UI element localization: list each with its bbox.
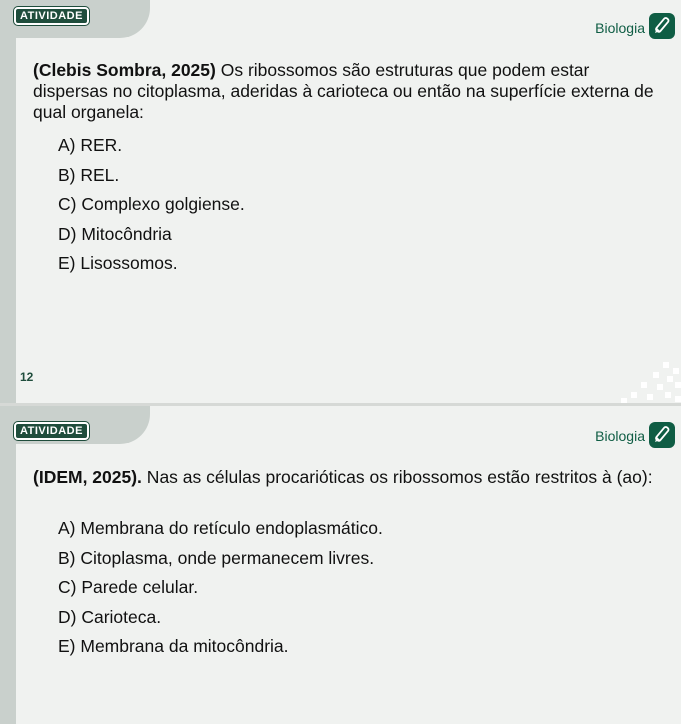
- option-e[interactable]: E) Lisossomos.: [58, 253, 178, 273]
- options-list: [58, 517, 383, 665]
- page-number: 12: [20, 370, 34, 384]
- option-c[interactable]: C) Parede celular.: [58, 577, 199, 597]
- activity-slide-2: [0, 406, 681, 724]
- pixel-decoration: [591, 360, 681, 404]
- header-tab: [0, 406, 150, 444]
- pencil-icon: [649, 13, 675, 39]
- left-accent-bar: [0, 406, 16, 724]
- subject-label: Biologia: [595, 20, 645, 36]
- subject-label: Biologia: [595, 428, 645, 444]
- options-list: [58, 134, 245, 282]
- question-body: Nas as células procarióticas os ribossomos estão restritos à (ao):: [141, 467, 653, 487]
- header-tab: [0, 0, 150, 38]
- left-accent-bar: [0, 0, 16, 404]
- option-e[interactable]: E) Membrana da mitocôndria.: [58, 636, 289, 656]
- question-body: Os ribossomos são estruturas que podem estar dispersas no citoplasma, aderidas à carioteca ou então na superfície externa de qual organela:: [33, 60, 654, 122]
- option-d[interactable]: D) Mitocôndria: [58, 223, 172, 244]
- pencil-icon: [649, 422, 675, 448]
- option-d[interactable]: D) Carioteca.: [58, 606, 162, 627]
- option-b[interactable]: B) Citoplasma, onde permanecem livres.: [58, 547, 375, 568]
- activity-badge: ATIVIDADE: [14, 422, 89, 440]
- question-text: [33, 60, 661, 123]
- option-a[interactable]: A) Membrana do retículo endoplasmático.: [58, 518, 383, 538]
- activity-badge: ATIVIDADE: [14, 7, 89, 25]
- option-a[interactable]: A) RER.: [58, 135, 123, 155]
- question-source: (IDEM, 2025).: [33, 467, 142, 487]
- question-source: (Clebis Sombra, 2025): [33, 60, 216, 80]
- option-b[interactable]: B) REL.: [58, 164, 120, 185]
- option-c[interactable]: C) Complexo golgiense.: [58, 194, 245, 214]
- question-text: [33, 467, 661, 488]
